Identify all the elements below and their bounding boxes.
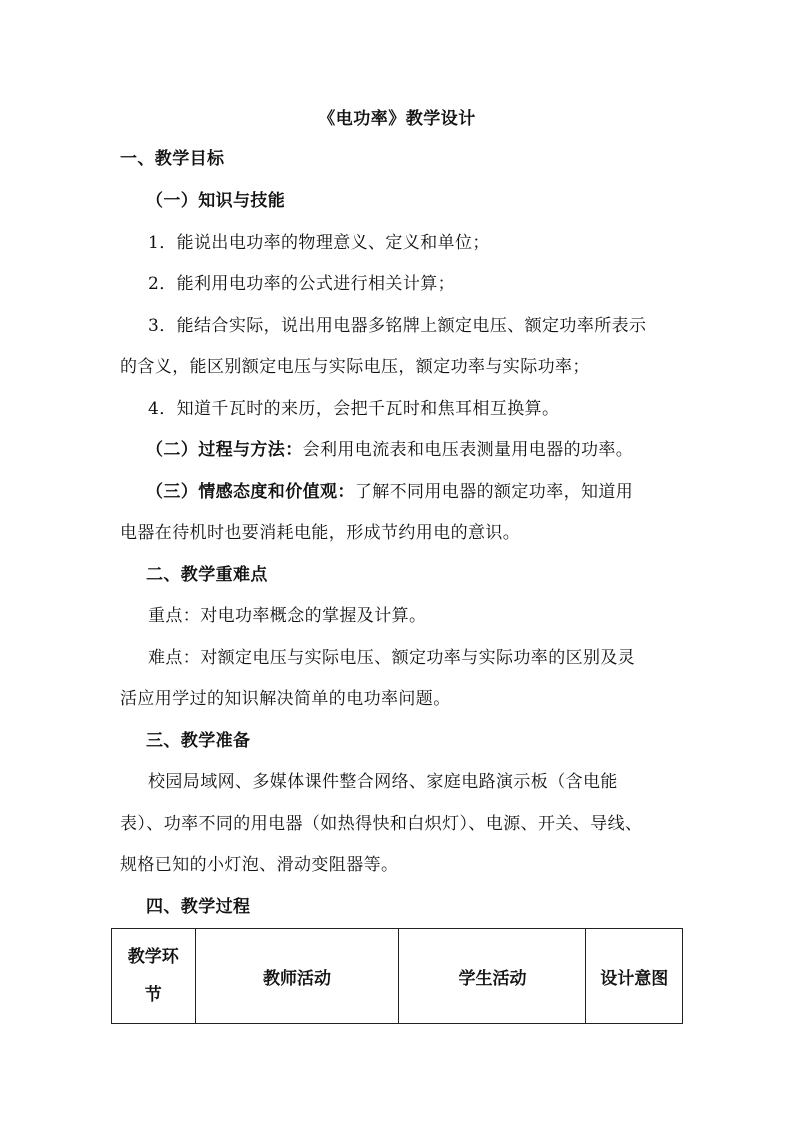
attitude-text: 了解不同用电器的额定功率，知道用 <box>354 482 634 502</box>
objective-item-3: 3．能结合实际，说出用电器多铭牌上额定电压、额定功率所表示 <box>148 316 647 336</box>
preparation-text-line-3: 规格已知的小灯泡、滑动变阻器等。 <box>120 855 399 875</box>
attitude-label: （三）情感态度和价值观： <box>146 482 355 502</box>
objective-item-2: 2．能利用电功率的公式进行相关计算； <box>148 274 456 294</box>
difficult-point-text-continued: 活应用学过的知识解决简单的电功率问题。 <box>120 689 451 709</box>
key-point-text: 重点：对电功率概念的掌握及计算。 <box>148 606 427 626</box>
header-teaching-stage <box>112 929 196 1024</box>
header-student-activity: 学生活动 <box>399 929 586 1024</box>
section-heading-preparation: 三、教学准备 <box>146 731 251 751</box>
header-teacher-activity: 教师活动 <box>195 929 399 1024</box>
preparation-text-line-1: 校园局域网、多媒体课件整合网络、家庭电路演示板（含电能 <box>148 772 618 792</box>
header-teaching-stage-line-1: 教学环 <box>127 947 179 967</box>
process-method-label: （二）过程与方法： <box>146 440 303 460</box>
process-method-paragraph <box>146 438 706 462</box>
header-design-intent: 设计意图 <box>586 929 683 1024</box>
attitude-paragraph <box>146 480 706 504</box>
difficult-point-text: 难点：对额定电压与实际电压、额定功率与实际功率的区别及灵 <box>148 648 636 668</box>
objective-item-4: 4．知道千瓦时的来历，会把千瓦时和焦耳相互换算。 <box>148 399 560 419</box>
subsection-heading-knowledge: （一）知识与技能 <box>146 191 286 211</box>
section-heading-objectives: 一、教学目标 <box>120 149 225 169</box>
section-heading-key-difficult: 二、教学重难点 <box>146 565 268 585</box>
objective-item-1: 1．能说出电功率的物理意义、定义和单位； <box>148 233 490 253</box>
document-title: 《电功率》教学设计 <box>318 109 476 129</box>
attitude-text-continued: 电器在待机时也要消耗电能，形成节约用电的意识。 <box>120 523 521 543</box>
header-teaching-stage-line-2: 节 <box>144 985 162 1005</box>
table-header-row <box>112 929 683 1024</box>
objective-item-3-continued: 的含义，能区别额定电压与实际电压，额定功率与实际功率； <box>120 357 590 377</box>
teaching-process-table <box>111 928 683 1024</box>
preparation-text-line-2: 表）、功率不同的用电器（如热得快和白炽灯）、电源、开关、导线、 <box>120 814 643 834</box>
section-heading-process: 四、教学过程 <box>146 897 251 917</box>
process-method-text: 会利用电流表和电压表测量用电器的功率。 <box>302 440 634 460</box>
